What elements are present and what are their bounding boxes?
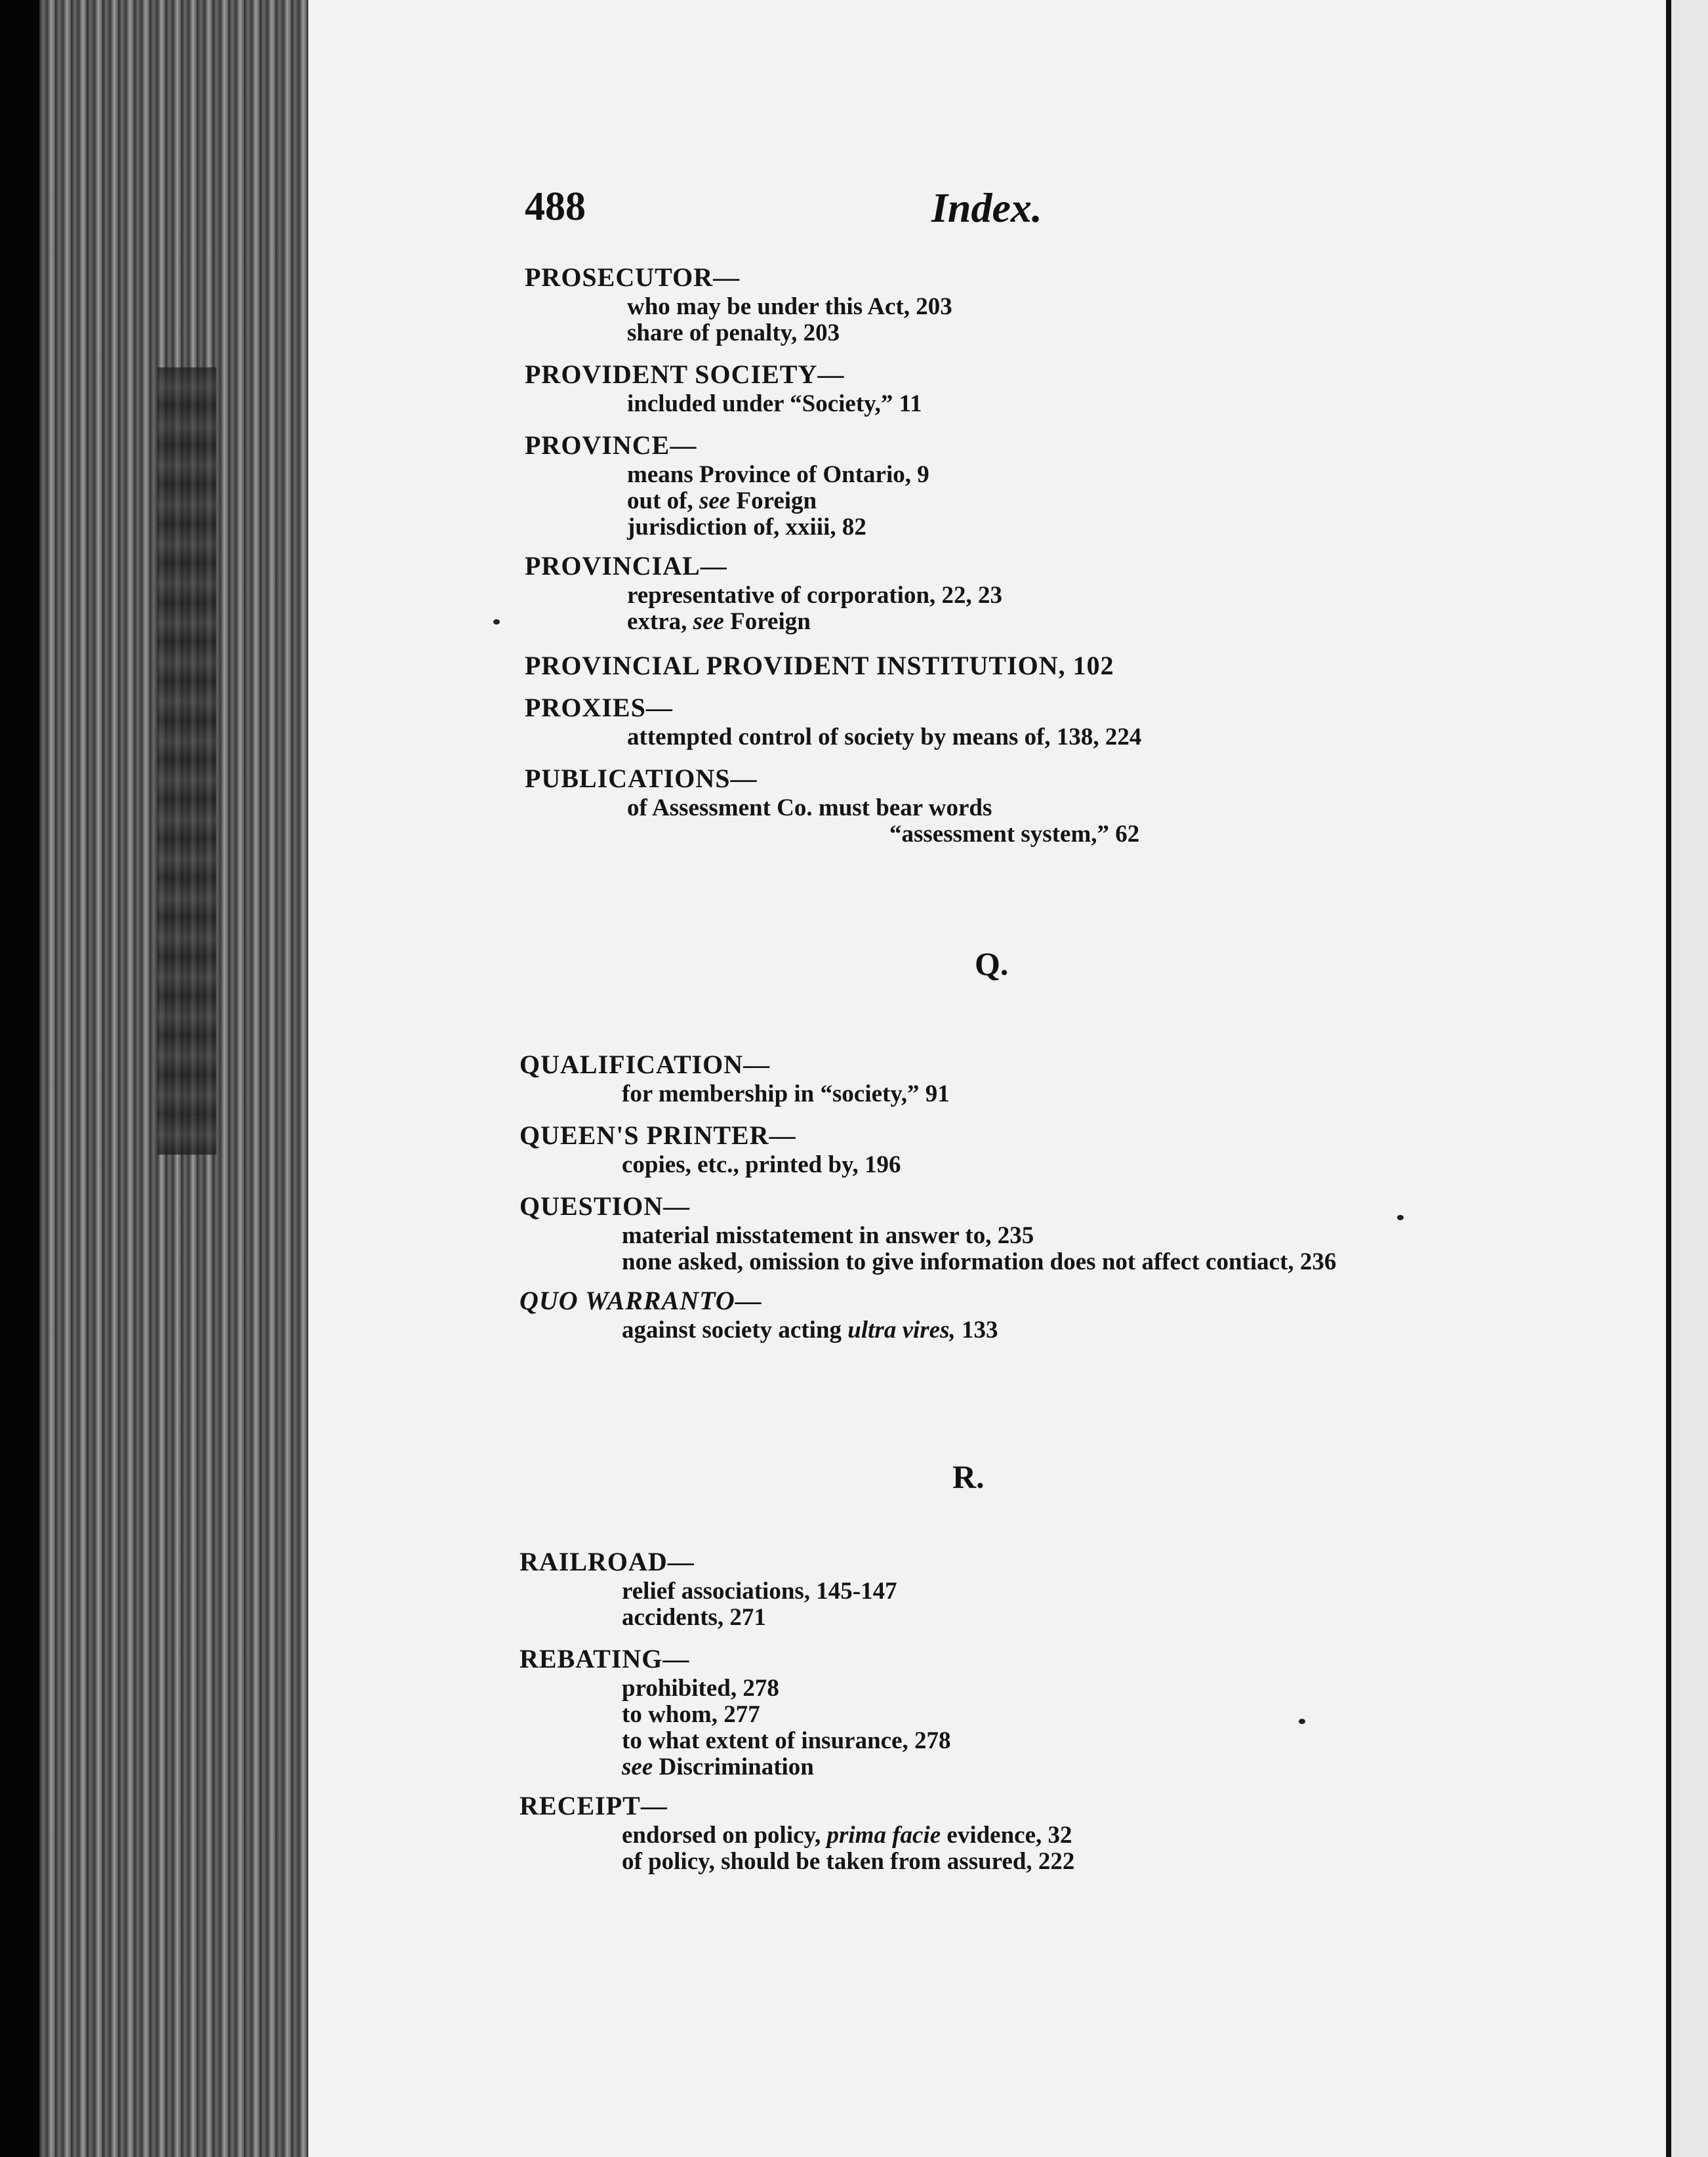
entry-subitem: of Assessment Co. must bear words [627, 794, 992, 821]
entry-heading: PROXIES— [525, 693, 673, 722]
entry-subitem: included under “Society,” 11 [627, 390, 922, 417]
entry-provident-society [525, 358, 922, 417]
entry-railroad [519, 1546, 897, 1631]
entry-subitem: relief associations, 145-147 [622, 1578, 897, 1605]
entry-prosecutor [525, 261, 952, 346]
entry-heading: PUBLICATIONS— [525, 764, 758, 793]
entry-subitem: endorsed on policy, prima facie evidence, 32 [622, 1822, 1072, 1849]
entry-subitem: to whom, 277 [622, 1701, 760, 1728]
entry-provincial [525, 550, 1002, 635]
entry-subitem: out of, see Foreign [627, 487, 817, 514]
entry-quo-warranto [519, 1284, 998, 1344]
entry-rebating [519, 1643, 951, 1780]
entry-province [525, 429, 929, 541]
entry-heading: REBATING— [519, 1644, 690, 1674]
index-page [308, 0, 1673, 2157]
entry-proxies [525, 691, 1141, 750]
entry-subitem: prohibited, 278 [622, 1675, 779, 1702]
entry-heading: PROVINCIAL— [525, 551, 727, 581]
entry-heading: PROVIDENT SOCIETY— [525, 360, 845, 389]
entry-subitem: means Province of Ontario, 9 [627, 461, 929, 488]
entry-subitem: accidents, 271 [622, 1604, 766, 1631]
entry-heading: RAILROAD— [519, 1547, 695, 1576]
entry-heading: QUEEN'S PRINTER— [519, 1120, 796, 1150]
entry-subitem: “assessment system,” 62 [889, 821, 1140, 848]
entry-subitem: to what extent of insurance, 278 [622, 1727, 951, 1754]
entry-qualification [519, 1048, 950, 1107]
library-stamp [157, 367, 216, 1155]
entry-heading: RECEIPT— [519, 1791, 668, 1820]
print-speck [493, 619, 500, 625]
entry-subitem: for membership in “society,” 91 [622, 1080, 950, 1107]
entry-subitem: attempted control of society by means of, 138, 224 [627, 724, 1142, 750]
entry-publications [525, 762, 1139, 848]
entry-heading: QUESTION— [519, 1191, 691, 1221]
section-letter-r: R. [952, 1458, 985, 1495]
entry-subitem: none asked, omission to give information does not affect contiact, 236 [622, 1248, 1337, 1275]
entry-subitem: share of penalty, 203 [627, 319, 840, 346]
section-letter-q: Q. [975, 945, 1009, 982]
facing-page-edge [1671, 0, 1708, 2157]
running-head: Index. [931, 184, 1042, 231]
entry-subitem: against society acting ultra vires, 133 [622, 1317, 998, 1344]
entry-heading: PROVINCE— [525, 430, 697, 460]
entry-subitem: who may be under this Act, 203 [627, 293, 952, 320]
entry-heading: PROSECUTOR— [525, 262, 741, 292]
entry-subitem: representative of corporation, 22, 23 [627, 582, 1003, 609]
entry-subitem: jurisdiction of, xxiii, 82 [627, 514, 866, 541]
entry-heading: QUO WARRANTO— [519, 1286, 762, 1315]
entry-subitem: extra, see Foreign [627, 608, 811, 635]
page-gutter-rule [1666, 0, 1671, 2157]
entry-provincial-provident [525, 649, 1114, 682]
entry-subitem: copies, etc., printed by, 196 [622, 1151, 901, 1178]
print-speck [1299, 1719, 1305, 1724]
entry-question [519, 1190, 1336, 1275]
entry-receipt [519, 1790, 1074, 1875]
entry-heading: PROVINCIAL PROVIDENT INSTITUTION, 102 [525, 651, 1114, 680]
entry-subitem: material misstatement in answer to, 235 [622, 1222, 1034, 1249]
page-number: 488 [525, 184, 586, 229]
entry-queens-printer [519, 1119, 901, 1178]
print-speck [1397, 1215, 1404, 1220]
entry-heading: QUALIFICATION— [519, 1050, 771, 1079]
entry-subitem: of policy, should be taken from assured, 222 [622, 1848, 1075, 1875]
entry-subitem: see Discrimination [622, 1754, 814, 1780]
